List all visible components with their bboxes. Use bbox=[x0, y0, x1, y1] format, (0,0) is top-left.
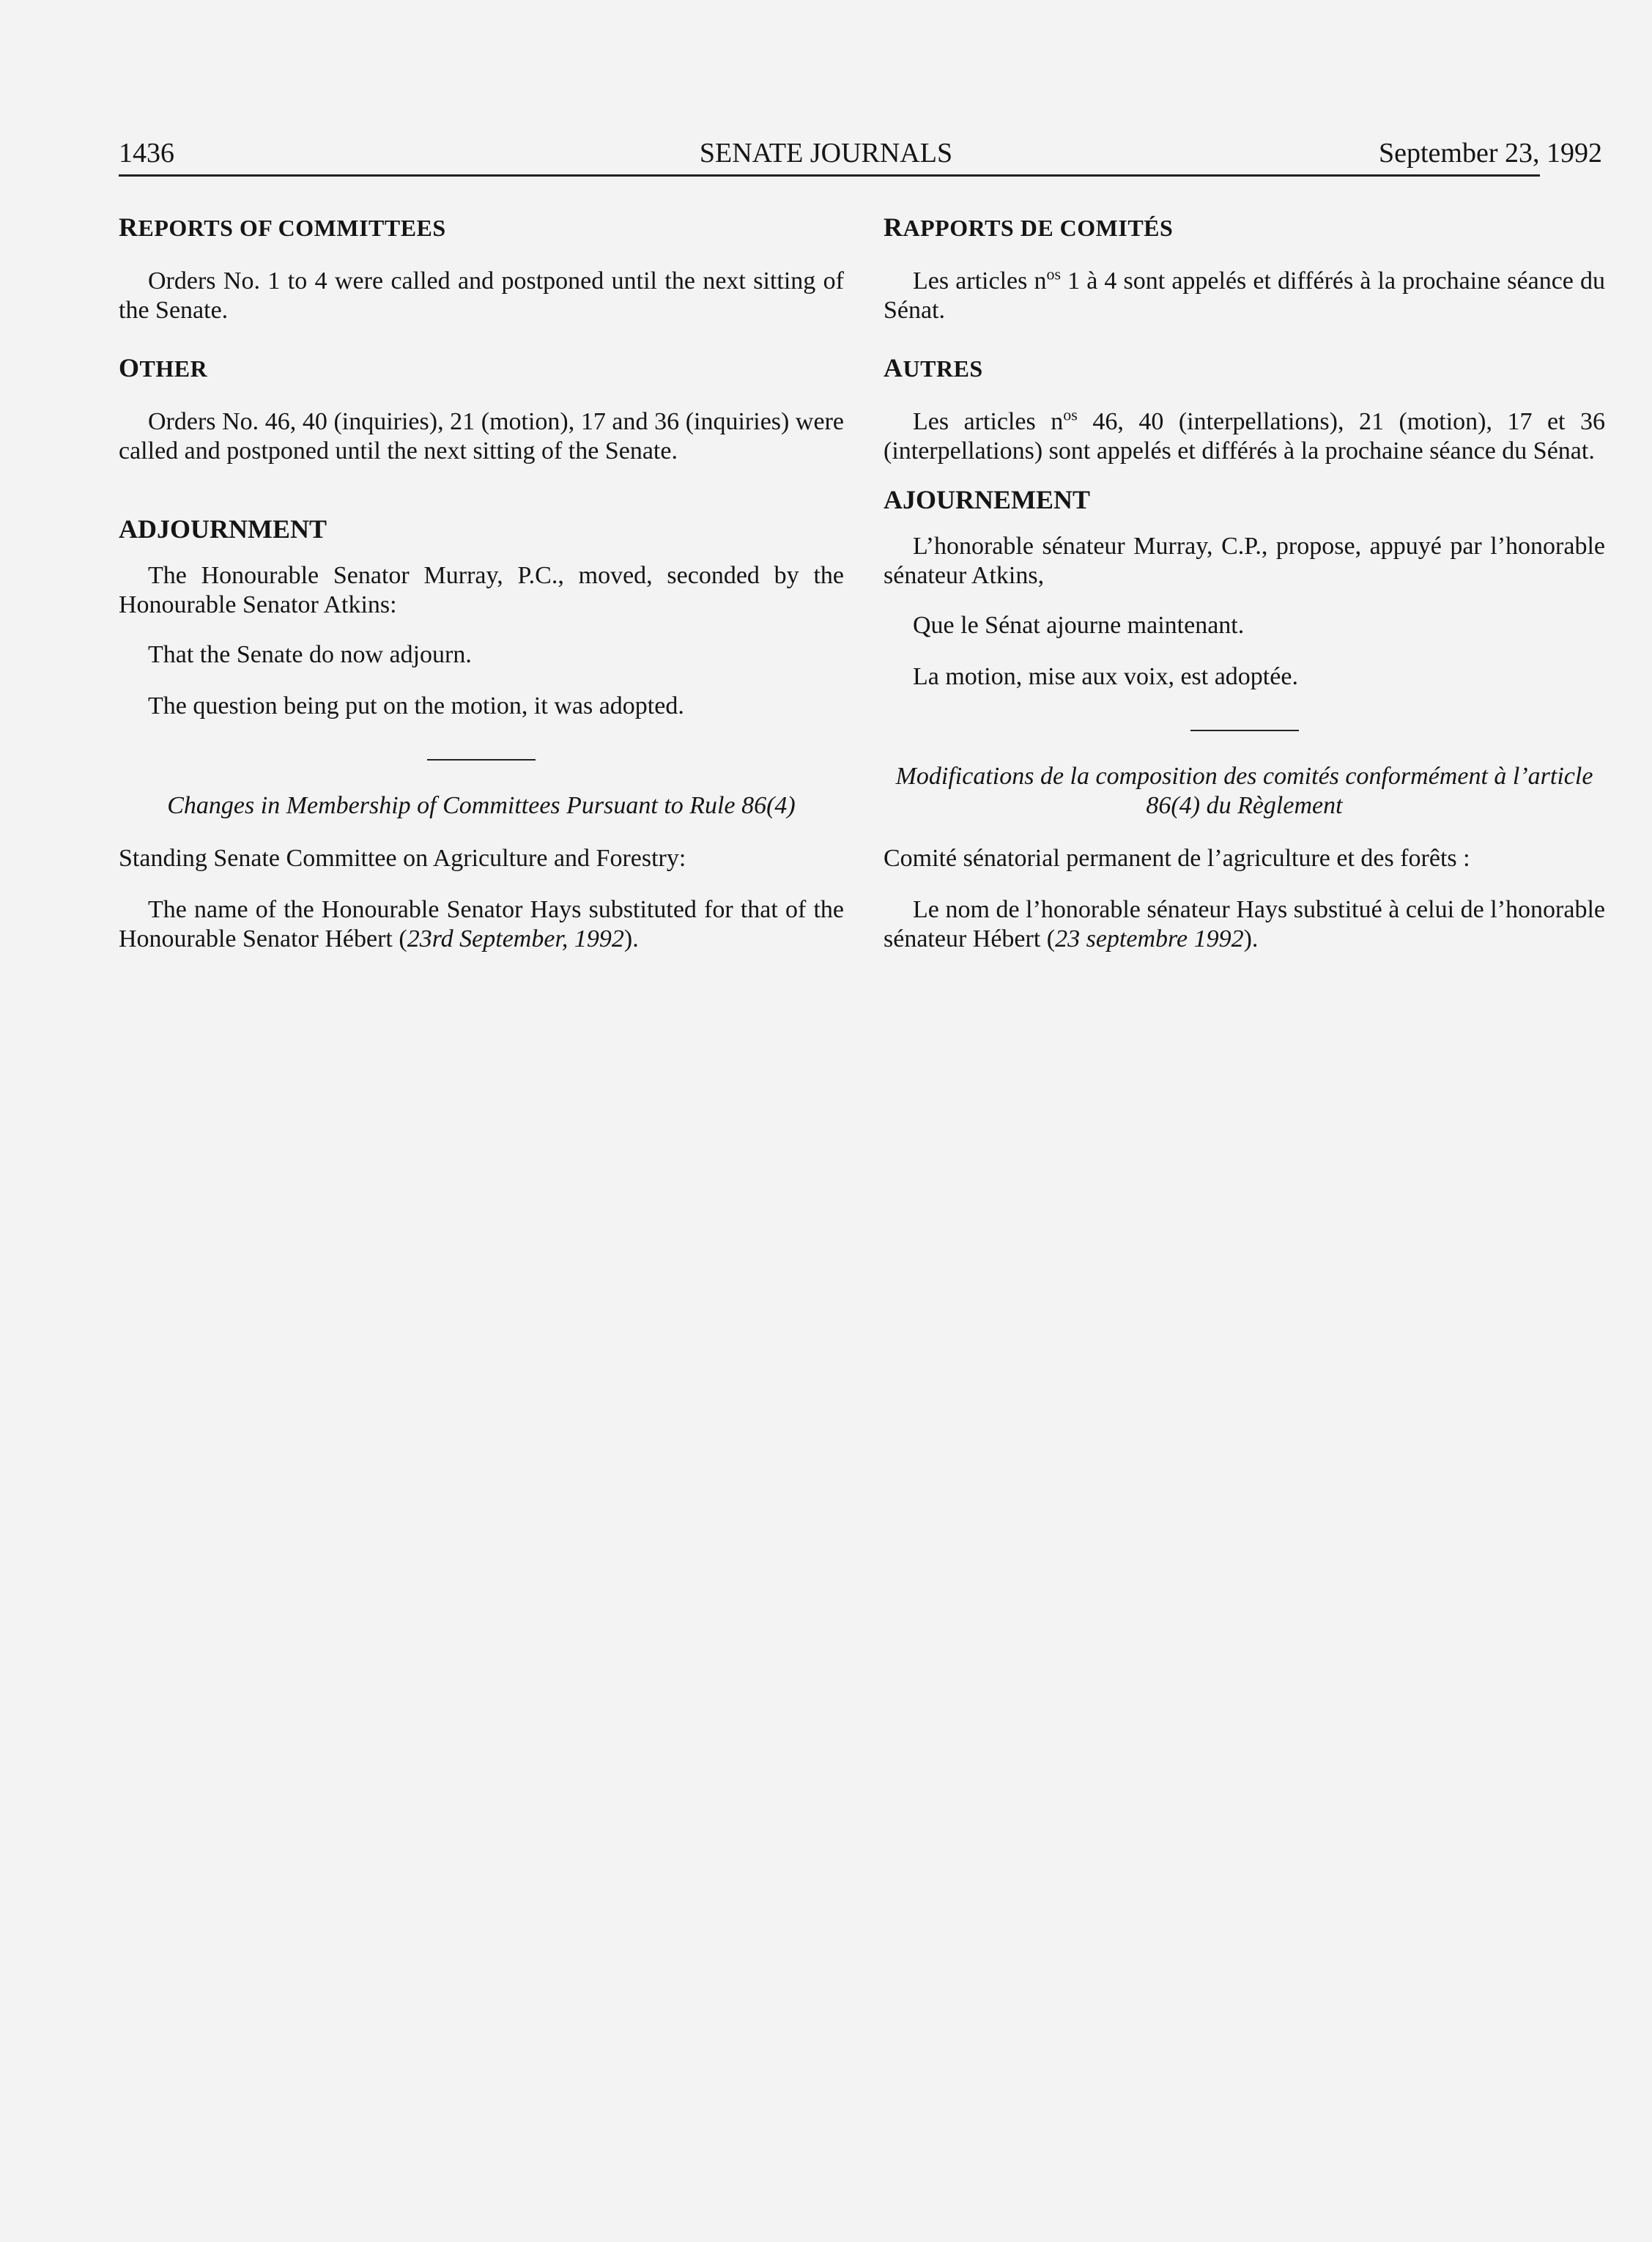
adjournment-heading: ADJOURNMENT bbox=[119, 514, 327, 544]
substitution-main-fr: Le nom de l’honorable sénateur Hays substitué à celui de l’honorable sénateur Hébert ( bbox=[884, 896, 1605, 952]
page-title: SENATE JOURNALS bbox=[699, 138, 953, 169]
adjournment-text: That the Senate do now adjourn. bbox=[148, 641, 472, 668]
french-column bbox=[884, 204, 1605, 954]
changes-title: Changes in Membership of Committees Pursuant to Rule 86(4) bbox=[167, 792, 796, 819]
other-sup-fr: os bbox=[1063, 405, 1078, 424]
reports-text-fr bbox=[884, 264, 1605, 325]
substitution-end: ). bbox=[623, 925, 639, 952]
reports-sup-fr: os bbox=[1046, 264, 1062, 284]
other-text: Orders No. 46, 40 (inquiries), 21 (motion), 17 and 36 (inquiries) were called and postponed until the next sitting of the Senate. bbox=[119, 408, 844, 465]
committee-name: Standing Senate Committee on Agriculture and Forestry: bbox=[119, 845, 686, 872]
section-divider-fr bbox=[1190, 730, 1299, 731]
adjournment-text-fr: Que le Sénat ajourne maintenant. bbox=[913, 612, 1245, 639]
substitution-date: 23rd September, 1992 bbox=[407, 925, 624, 952]
other-text-fr bbox=[884, 407, 1605, 466]
other-heading-fr: AUTRES bbox=[884, 353, 983, 382]
substitution-date-fr: 23 septembre 1992 bbox=[1055, 925, 1244, 952]
substitution-text bbox=[119, 895, 844, 954]
reports-prefix-fr: Les articles n bbox=[913, 267, 1047, 295]
page-date: September 23, 1992 bbox=[1378, 138, 1602, 169]
reports-heading-fr: RAPPORTS DE COMITÉS bbox=[884, 212, 1174, 242]
adjournment-motion-fr: L’honorable sénateur Murray, C.P., propose, appuyé par l’honorable sénateur Atkins, bbox=[884, 533, 1605, 589]
substitution-text-fr bbox=[884, 895, 1605, 954]
header-rule bbox=[119, 174, 1540, 177]
adjournment-result-fr: La motion, mise aux voix, est adoptée. bbox=[913, 663, 1298, 690]
adjournment-result: The question being put on the motion, it was adopted. bbox=[148, 692, 684, 719]
reports-heading: REPORTS OF COMMITTEES bbox=[119, 212, 446, 242]
english-column bbox=[119, 204, 844, 954]
adjournment-heading-fr: AJOURNEMENT bbox=[884, 485, 1091, 514]
substitution-main: The name of the Honourable Senator Hays substituted for that of the Honourable Senator Hébert ( bbox=[119, 896, 844, 952]
other-heading: OTHER bbox=[119, 353, 208, 382]
section-divider bbox=[427, 759, 536, 761]
other-prefix-fr: Les articles n bbox=[913, 408, 1064, 435]
adjournment-motion: The Honourable Senator Murray, P.C., moved, seconded by the Honourable Senator Atkins: bbox=[119, 562, 844, 618]
committee-name-fr: Comité sénatorial permanent de l’agriculture et des forêts : bbox=[884, 845, 1470, 872]
reports-text: Orders No. 1 to 4 were called and postponed until the next sitting of the Senate. bbox=[119, 267, 844, 324]
reports-body-fr: 1 à 4 sont appelés et différés à la prochaine séance du Sénat. bbox=[884, 267, 1605, 324]
other-body-fr: 46, 40 (interpellations), 21 (motion), 17 et 36 (interpellations) sont appelés et différés à la prochaine séance du Sénat. bbox=[884, 408, 1605, 465]
substitution-end-fr: ). bbox=[1243, 925, 1259, 952]
changes-title-fr: Modifications de la composition des comités conformément à l’article 86(4) du Règlement bbox=[895, 763, 1593, 819]
page-number: 1436 bbox=[119, 138, 174, 169]
